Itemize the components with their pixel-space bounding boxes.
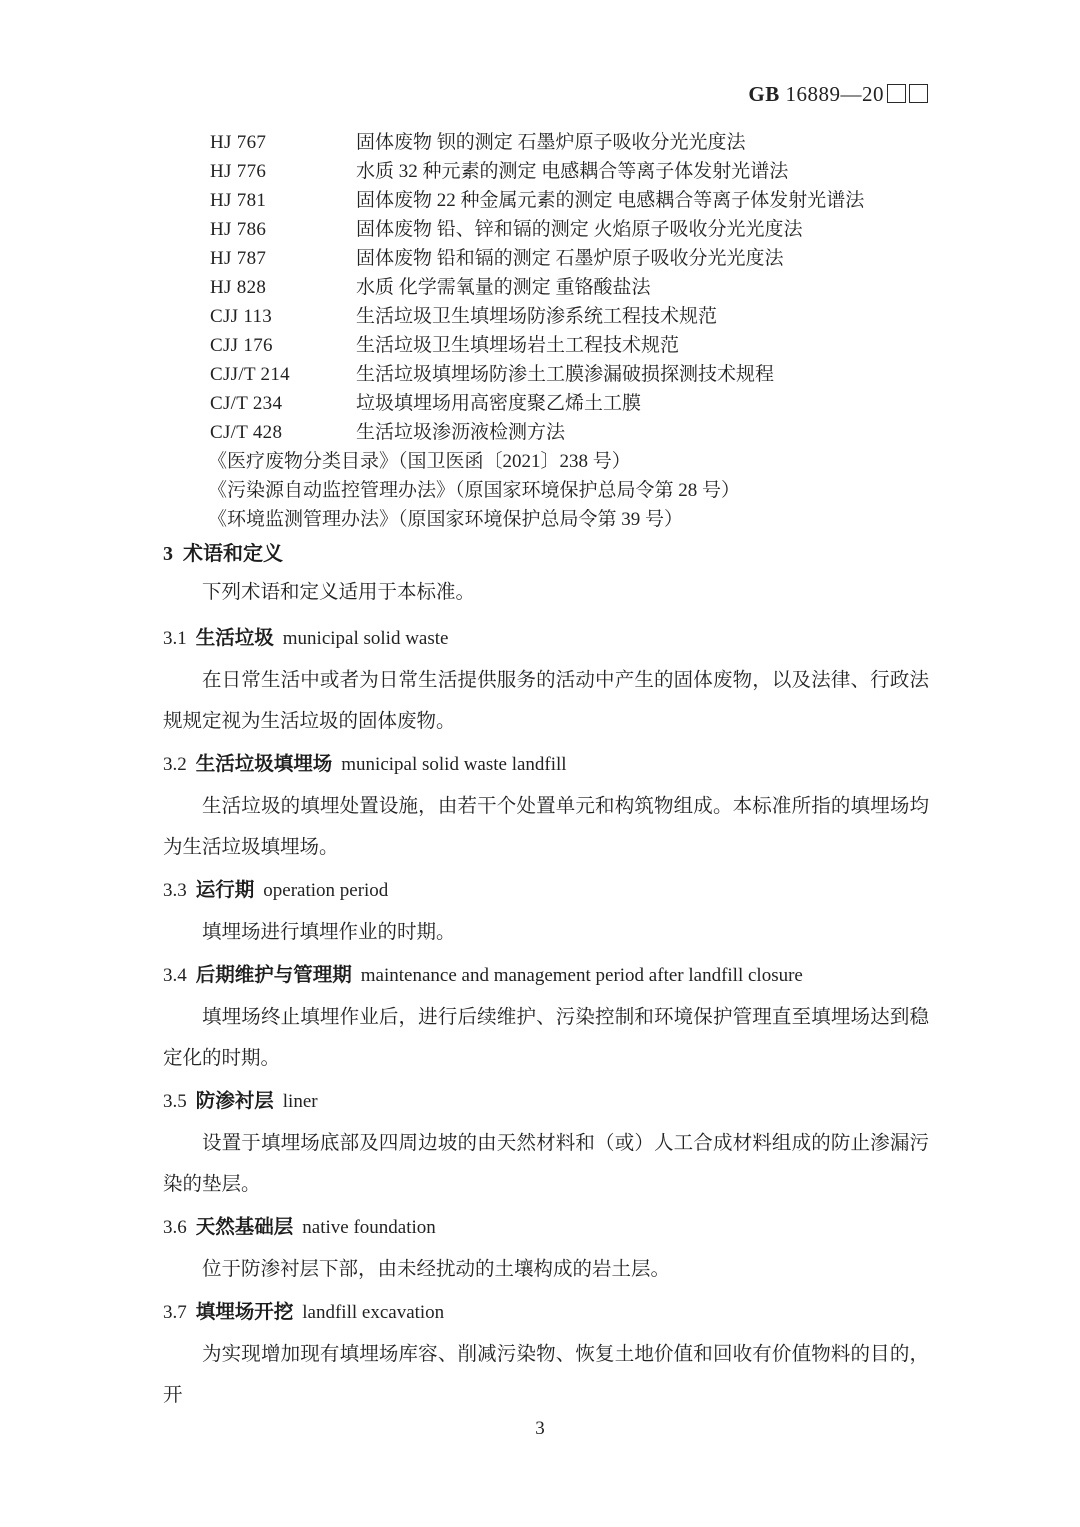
term-heading [163,618,929,660]
term-number: 3.5 [163,1091,187,1112]
reference-code: HJ 781 [210,190,267,211]
term-definition: 在日常生活中或者为日常生活提供服务的活动中产生的固体废物，以及法律、行政法规规定视为生活垃圾的固体废物。 [163,670,929,732]
reference-item [163,244,953,273]
page-number: 3 [535,1418,545,1439]
term-block [163,1207,929,1290]
term-definition: 位于防渗衬层下部，由未经扰动的土壤构成的岩土层。 [202,1259,671,1280]
term-block [163,1292,929,1416]
reference-code: HJ 767 [210,132,267,153]
term-definition: 设置于填埋场底部及四周边坡的由天然材料和（或）人工合成材料组成的防止渗漏污染的垫层。 [163,1133,929,1195]
term-heading [163,744,929,786]
term-zh: 生活垃圾 [195,627,274,649]
normative-references-list [163,128,953,534]
standard-prefix: GB [748,82,780,106]
reference-title: 水质 化学需氧量的测定 重铬酸盐法 [356,277,651,298]
term-zh: 天然基础层 [195,1216,294,1238]
term-number: 3.2 [163,754,187,775]
reference-title: 固体废物 22 种金属元素的测定 电感耦合等离子体发射光谱法 [356,190,865,211]
term-number: 3.4 [163,965,187,986]
reference-title: 生活垃圾填埋场防渗土工膜渗漏破损探测技术规程 [356,364,775,385]
term-heading [163,1081,929,1123]
year-placeholder-box [887,84,906,103]
term-zh: 生活垃圾填埋场 [195,753,333,775]
term-block [163,744,929,868]
term-heading [163,1292,929,1334]
reference-item [163,215,953,244]
term-zh: 后期维护与管理期 [195,964,352,986]
term-block [163,955,929,1079]
reference-item [163,389,953,418]
reference-title: 固体废物 钡的测定 石墨炉原子吸收分光光度法 [356,132,746,153]
term-heading [163,1207,929,1249]
term-en: municipal solid waste [282,628,449,649]
term-en: native foundation [302,1217,436,1238]
term-en: municipal solid waste landfill [341,754,567,775]
reference-code: CJ/T 234 [210,393,283,414]
term-definition: 为实现增加现有填埋场库容、削减污染物、恢复土地价值和回收有价值物料的目的，开 [163,1344,929,1406]
term-definition: 填埋场进行填埋作业的时期。 [202,922,456,943]
standard-code-header [748,82,928,106]
reference-code: HJ 776 [210,161,267,182]
term-heading [163,955,929,997]
reference-item [163,273,953,302]
reference-code: HJ 786 [210,219,267,240]
reference-code: HJ 787 [210,248,267,269]
reference-item [163,331,953,360]
reference-item [163,360,953,389]
term-zh: 防渗衬层 [195,1090,274,1112]
reference-title: 生活垃圾卫生填埋场防渗系统工程技术规范 [356,306,718,327]
reference-code: CJJ/T 214 [210,364,290,385]
term-definition: 生活垃圾的填埋处置设施，由若干个处置单元和构筑物组成。本标准所指的填埋场均为生活垃圾填埋场。 [163,796,929,858]
reference-document: 《环境监测管理办法》（原国家环境保护总局令第 39 号） [208,509,684,530]
section-intro: 下列术语和定义适用于本标准。 [202,582,476,603]
reference-title: 水质 32 种元素的测定 电感耦合等离子体发射光谱法 [356,161,789,182]
term-en: landfill excavation [302,1302,445,1323]
year-placeholder-box [909,84,928,103]
reference-document: 《污染源自动监控管理办法》（原国家环境保护总局令第 28 号） [208,480,741,501]
reference-code: CJ/T 428 [210,422,283,443]
term-block [163,618,929,742]
section-title: 术语和定义 [183,543,283,565]
term-number: 3.7 [163,1302,187,1323]
reference-title: 生活垃圾卫生填埋场岩土工程技术规范 [356,335,680,356]
term-en: liner [282,1091,318,1112]
reference-title: 固体废物 铅、锌和镉的测定 火焰原子吸收分光光度法 [356,219,803,240]
reference-document: 《医疗废物分类目录》（国卫医函〔2021〕238 号） [208,451,631,472]
reference-code: CJJ 113 [210,306,273,327]
reference-item [163,157,953,186]
reference-code: CJJ 176 [210,335,273,356]
section-number: 3 [163,543,173,565]
reference-title: 固体废物 铅和镉的测定 石墨炉原子吸收分光光度法 [356,248,784,269]
reference-item [163,128,953,157]
term-block [163,870,929,953]
term-heading [163,870,929,912]
term-number: 3.6 [163,1217,187,1238]
reference-item [163,302,953,331]
standard-number: 16889—20 [779,82,884,106]
term-en: operation period [263,880,389,901]
term-number: 3.3 [163,880,187,901]
term-zh: 运行期 [195,879,255,901]
reference-title: 垃圾填埋场用高密度聚乙烯土工膜 [356,393,642,414]
reference-title: 生活垃圾渗沥液检测方法 [356,422,566,443]
section-heading [163,540,283,568]
reference-item [163,418,953,447]
term-block [163,1081,929,1205]
term-zh: 填埋场开挖 [195,1301,294,1323]
reference-item [163,186,953,215]
term-en: maintenance and management period after landfill closure [360,965,803,986]
term-definition: 填埋场终止填埋作业后，进行后续维护、污染控制和环境保护管理直至填埋场达到稳定化的时期。 [163,1007,929,1069]
reference-code: HJ 828 [210,277,267,298]
terms-and-definitions [163,616,929,1416]
term-number: 3.1 [163,628,187,649]
